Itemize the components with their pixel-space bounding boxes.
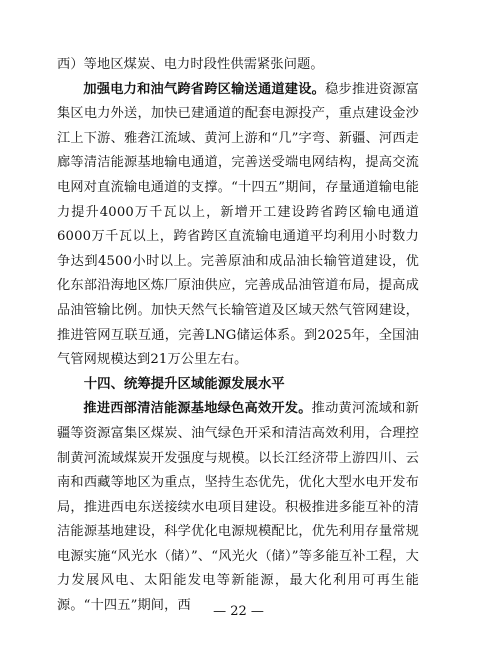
page-number: — 22 —: [213, 604, 264, 619]
paragraph-body: 推动黄河流域和新疆等资源富集区煤炭、油气绿色开采和清洁高效利用，合理控制黄河流域煤炭开发强度与规模。以长江经济带上游四川、云南和西藏等地区为重点，坚持生态优先，优化大型水电开发布局，推进西电东送接续水电项目建设。积极推进多能互补的清洁能源基地建设，科学优化电源规模配比，优先利用存量常规电源实施“风光水（储）”、“风光火（储）”等多能互补工程，大力发展风电、太阳能发电等新能源，最大化利用可再生能源。“十四五”期间，西: [57, 401, 419, 614]
paragraph-west-clean-energy: [57, 397, 419, 618]
section-heading: 十四、统筹提升区域能源发展水平: [83, 376, 285, 392]
paragraph-body: 稳步推进资源富集区电力外送，加快已建通道的配套电源投产，重点建设金沙江上下游、雅砻江流域、黄河上游和“几”字弯、新疆、河西走廊等清洁能源基地输电通道，完善送受端电网结构，提高交流电网对直流输电通道的支撑。“十四五”期间，存量通道输电能力提升4000万千瓦以上，新增开工建设跨省跨区输电通道6000万千瓦以上，跨省跨区直流输电通道平均利用小时数力争达到4500小时以上。完善原油和成品油长输管道建设，优化东部沿海地区炼厂原油供应，完善成品油管道布局，提高成品油管输比例。加快天然气长输管道及区域天然气管网建设，推进管网互联互通，完善LNG储运体系。到2025年，全国油气管网规模达到21万公里左右。: [57, 81, 419, 368]
paragraph-lead: 推进西部清洁能源基地绿色高效开发。: [83, 401, 312, 417]
paragraph-lead: 加强电力和油气跨省跨区输送通道建设。: [83, 81, 326, 97]
paragraph-power-transmission: [57, 78, 419, 373]
document-body: [57, 53, 419, 619]
paragraph-continuation: 西）等地区煤炭、电力时段性供需紧张问题。: [57, 57, 324, 72]
